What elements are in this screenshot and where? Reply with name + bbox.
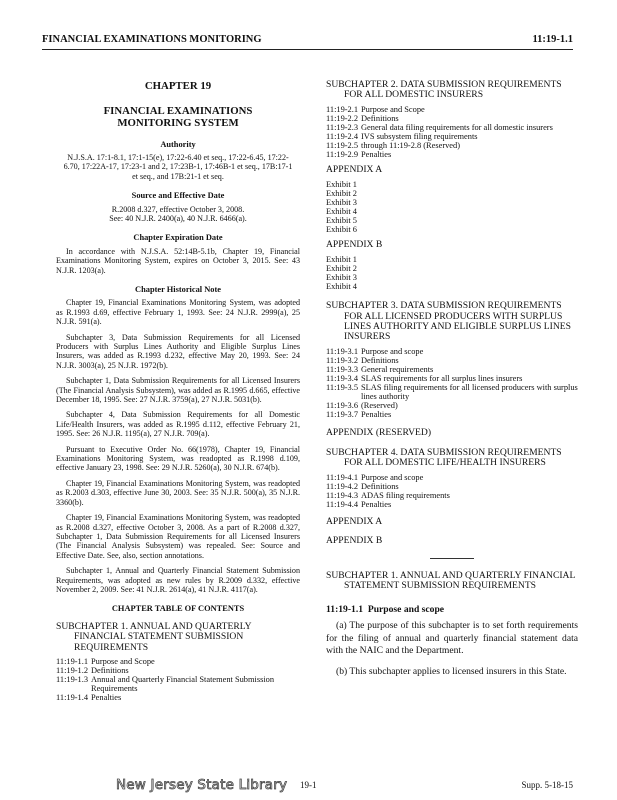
paragraph-a: (a) The purpose of this subchapter is to set forth requirements for the filing of annual and quarterly financial statement data with the NAIC and the Department. bbox=[326, 620, 578, 657]
supplement-date: Supp. 5-18-15 bbox=[521, 780, 573, 790]
chapter-title-line1: FINANCIAL EXAMINATIONS bbox=[103, 104, 253, 117]
exhibit-item: Exhibit 2 bbox=[326, 263, 357, 273]
exhibit-item: Exhibit 6 bbox=[326, 225, 357, 235]
toc-heading: CHAPTER TABLE OF CONTENTS bbox=[111, 604, 245, 614]
subchapter-1-heading: SUBCHAPTER 1. ANNUAL AND QUARTERLY FINANCIAL STATEMENT SUBMISSION REQUIREMENTS bbox=[326, 569, 575, 592]
history-paragraph: Subchapter 1, Annual and Quarterly Financial Statement Submission Requirements, was adopted as new rules by R.2009 d.332, effective November 2, 2009. See: 41 N.J.R. 2614(a), 41 N.J.R. 4117(a). bbox=[56, 566, 300, 594]
authority-heading: Authority bbox=[160, 139, 196, 149]
toc-entry: 11:19-4.2 Definitions bbox=[326, 481, 399, 491]
history-paragraph: Pursuant to Executive Order No. 66(1978), Chapter 19, Financial Examinations Monitoring System, was readopted as R.1998 d.109, effective January 23, 1998. See: 29 N.J.R. 5260(a), 30 N.J.R. 674(b). bbox=[56, 444, 300, 473]
toc-list bbox=[326, 473, 578, 509]
toc-subchapter-3: SUBCHAPTER 3. DATA SUBMISSION REQUIREMENTS FOR ALL LICENSED PRODUCERS WITH SURPLUS LINES AUTHORITY AND ELIGIBLE SURPLUS LINES INSURERS bbox=[326, 300, 571, 343]
exhibit-item: Exhibit 4 bbox=[326, 282, 357, 292]
history-paragraph: Subchapter 1, Data Submission Requirements for all Licensed Insurers (The Financial Analysis Subsystem), was added as R.1995 d.665, effective December 18, 1995. See: 27 N.J.R. 3759(a), 27 N.J.R. 5031(b). bbox=[56, 376, 300, 405]
header-rule bbox=[42, 49, 573, 50]
history-paragraph: Chapter 19, Financial Examinations Monitoring System, was readopted as R.2008 d.327, effective October 3, 2008. As a part of R.2008 d.327, Subchapter 1, Data Submission Requirements for all Licensed Insurers (The Financial Analysis Subsystem) was repealed. See: Source and Effective Date. See, also, section annotations. bbox=[56, 513, 300, 560]
exhibit-item: Exhibit 3 bbox=[326, 272, 357, 282]
exhibit-item: Exhibit 2 bbox=[326, 188, 357, 198]
header-title: FINANCIAL EXAMINATIONS MONITORING bbox=[42, 34, 262, 45]
library-watermark: New Jersey State Library bbox=[116, 777, 288, 793]
history-paragraph: Subchapter 4, Data Submission Requirements for all Domestic Life/Health Insurers, was added as R.1995 d.112, effective February 21, 1995. See: 26 N.J.R. 1195(a), 27 N.J.R. 709(a). bbox=[56, 410, 300, 439]
exhibit-item: Exhibit 1 bbox=[326, 179, 357, 189]
toc-entry: 11:19-1.4 Penalties bbox=[56, 693, 122, 703]
header-section: 11:19-1.1 bbox=[532, 34, 573, 45]
toc-entry: 11:19-2.3 General data filing requirements for all domestic insurers bbox=[326, 123, 553, 132]
exhibit-item: Exhibit 4 bbox=[326, 207, 357, 217]
page-footer bbox=[42, 777, 573, 794]
history-paragraph: Chapter 19, Financial Examinations Monitoring System, was readopted as R.2003 d.303, effective June 30, 2003. See: 35 N.J.R. 500(a), 35 N.J.R. 3360(b). bbox=[56, 478, 300, 507]
toc-list bbox=[326, 347, 578, 420]
toc-entry: 11:19-4.4 Penalties bbox=[326, 500, 392, 509]
exhibit-list bbox=[326, 180, 578, 235]
toc-entry: 11:19-3.6 (Reserved) bbox=[326, 401, 398, 411]
exhibit-item: Exhibit 5 bbox=[326, 216, 357, 226]
exhibit-list bbox=[326, 255, 578, 291]
section-heading bbox=[326, 604, 578, 617]
exhibit-item: Exhibit 3 bbox=[326, 197, 357, 207]
running-header bbox=[42, 34, 573, 48]
section-number: 11:19-1.1 bbox=[326, 603, 364, 615]
source-heading: Source and Effective Date bbox=[131, 191, 225, 201]
toc-entry: 11:19-3.1 Purpose and scope bbox=[326, 346, 424, 356]
chapter-number: CHAPTER 19 bbox=[144, 80, 212, 92]
appendix-reserved: APPENDIX (RESERVED) bbox=[326, 426, 432, 438]
source-line2: See: 40 N.J.R. 2400(a), 40 N.J.R. 6466(a). bbox=[109, 213, 247, 223]
historical-note-heading: Chapter Historical Note bbox=[135, 284, 221, 294]
appendix-a-heading: APPENDIX A bbox=[326, 164, 383, 176]
toc-entry: 11:19-4.3 ADAS filing requirements bbox=[326, 490, 450, 500]
toc-entry: 11:19-1.3 Annual and Quarterly Financial Statement Submission Requirements bbox=[56, 675, 275, 694]
toc-list bbox=[56, 657, 300, 702]
toc-subchapter-4: SUBCHAPTER 4. DATA SUBMISSION REQUIREMENTS FOR ALL DOMESTIC LIFE/HEALTH INSURERS bbox=[326, 446, 562, 469]
appendix-b-heading: APPENDIX B bbox=[326, 239, 383, 251]
expiration-heading: Chapter Expiration Date bbox=[133, 233, 223, 243]
appendix-a-heading: APPENDIX A bbox=[326, 516, 383, 528]
source-line1: R.2008 d.327, effective October 3, 2008. bbox=[111, 204, 245, 214]
toc-entry: 11:19-3.4 SLAS requirements for all surplus lines insurers bbox=[326, 374, 523, 384]
toc-entry: 11:19-4.1 Purpose and scope bbox=[326, 472, 424, 482]
toc-entry: 11:19-3.5 SLAS filing requirements for all licensed producers with surplus lines authority bbox=[326, 383, 578, 402]
history-paragraph: Subchapter 3, Data Submission Requirements for all Licensed Producers with Surplus Lines Authority and Eligible Surplus Lines Insurers, was added as R.1993 d.232, effective May 20, 1993. See: 24 N.J.R. 3003(a), 25 N.J.R. 1972(b). bbox=[56, 332, 300, 370]
toc-entry: 11:19-2.5 through 11:19-2.8 (Reserved) bbox=[326, 141, 461, 151]
toc-list bbox=[326, 105, 578, 160]
appendix-b-heading: APPENDIX B bbox=[326, 534, 383, 546]
chapter-title-line2: MONITORING SYSTEM bbox=[117, 117, 239, 129]
toc-entry: 11:19-3.3 General requirements bbox=[326, 364, 434, 374]
right-column bbox=[326, 80, 578, 678]
expiration-text: In accordance with N.J.S.A. 52:14B-5.1b, Chapter 19, Financial Examinations Monitoring System, expires on October 3, 2015. See: 43 N.J.R. 1203(a). bbox=[56, 246, 300, 275]
toc-entry: 11:19-2.4 IVS subsystem filing requirements bbox=[326, 132, 478, 142]
toc-entry: 11:19-1.2 Definitions bbox=[56, 666, 129, 676]
toc-entry: 11:19-3.7 Penalties bbox=[326, 410, 392, 420]
paragraph-b: (b) This subchapter applies to licensed insurers in this State. bbox=[336, 665, 567, 677]
left-column bbox=[56, 80, 300, 702]
exhibit-item: Exhibit 1 bbox=[326, 254, 357, 264]
toc-entry: 11:19-2.2 Definitions bbox=[326, 113, 399, 123]
section-title: Purpose and scope bbox=[367, 603, 445, 615]
authority-text: N.J.S.A. 17:1-8.1, 17:1-15(e), 17:22-6.40 et seq., 17:22-6.45, 17:22-6.70, 17:22A-17, 17:23-1 and 2, 17:23B-1, 17:46B-1 et seq., 17B:17-1 et seq., and 17B:21-1 et seq. bbox=[63, 152, 293, 181]
toc-subchapter-1: SUBCHAPTER 1. ANNUAL AND QUARTERLY FINANCIAL STATEMENT SUBMISSION REQUIREMENTS bbox=[56, 620, 252, 653]
toc-entry: 11:19-3.2 Definitions bbox=[326, 355, 399, 365]
page-number: 19-1 bbox=[300, 780, 317, 790]
toc-subchapter-2: SUBCHAPTER 2. DATA SUBMISSION REQUIREMENTS FOR ALL DOMESTIC INSURERS bbox=[326, 79, 562, 101]
toc-entry: 11:19-2.1 Purpose and Scope bbox=[326, 104, 425, 114]
history-paragraph: Chapter 19, Financial Examinations Monitoring System, was adopted as R.1993 d.69, effective February 1, 1993. See: 24 N.J.R. 2999(a), 25 N.J.R. 591(a). bbox=[56, 298, 300, 327]
toc-entry: 11:19-2.9 Penalties bbox=[326, 150, 392, 160]
toc-entry: 11:19-1.1 Purpose and Scope bbox=[56, 656, 155, 666]
